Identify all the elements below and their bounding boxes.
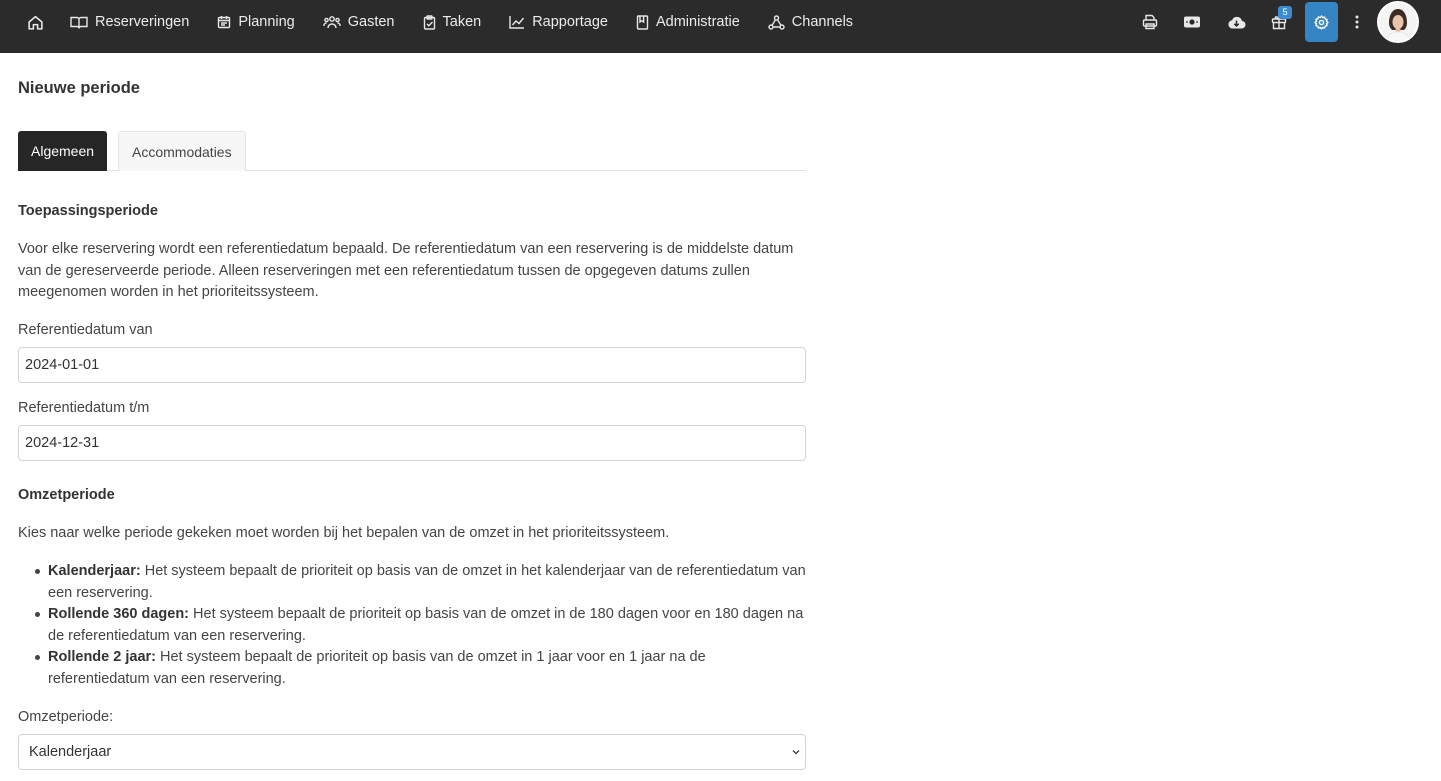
section-title-omzetperiode: Omzetperiode xyxy=(18,487,115,503)
omzetperiode-selected-value: Kalenderjaar xyxy=(29,744,112,760)
nav-gasten[interactable] xyxy=(323,0,395,44)
main-menu xyxy=(70,0,881,44)
cloud-icon[interactable] xyxy=(1226,12,1246,32)
section-title-toepassingsperiode: Toepassingsperiode xyxy=(18,203,158,219)
omzetperiode-options-list xyxy=(48,561,806,690)
nav-reserveringen[interactable] xyxy=(70,0,189,44)
book-open-icon xyxy=(70,15,88,30)
kebab-menu-icon[interactable] xyxy=(1347,12,1367,32)
ledger-icon xyxy=(636,15,649,30)
calendar-icon xyxy=(217,15,231,29)
nav-administratie[interactable] xyxy=(636,0,740,44)
tab-algemeen[interactable]: Algemeen xyxy=(18,131,107,171)
option-text: Het systeem bepaalt de prioriteit op basis van de omzet in de 180 dagen voor en 180 dagen na de referentiedatum van een reservering. xyxy=(48,606,804,644)
nav-channels-label: Channels xyxy=(791,14,854,30)
omzetperiode-select[interactable] xyxy=(18,734,806,770)
referentiedatum-tm-label: Referentiedatum t/m xyxy=(18,400,150,416)
nav-channels[interactable] xyxy=(768,0,853,44)
top-navigation-bar xyxy=(0,0,1441,53)
omzetperiode-select-label: Omzetperiode: xyxy=(18,709,114,725)
notification-badge: 5 xyxy=(1278,6,1292,19)
home-icon[interactable] xyxy=(25,12,45,32)
nav-gasten-label: Gasten xyxy=(347,14,395,30)
chart-line-icon xyxy=(509,15,525,29)
list-item xyxy=(48,604,806,647)
avatar[interactable] xyxy=(1377,1,1419,43)
gift-icon[interactable] xyxy=(1269,7,1289,32)
users-icon xyxy=(323,15,341,29)
cash-icon[interactable] xyxy=(1182,12,1202,32)
nav-administratie-label: Administratie xyxy=(655,14,740,30)
referentiedatum-van-label: Referentiedatum van xyxy=(18,322,153,338)
option-term: Rollende 2 jaar: xyxy=(48,649,156,665)
nav-taken[interactable] xyxy=(423,0,482,44)
page-title: Nieuwe periode xyxy=(18,79,140,97)
nav-planning[interactable] xyxy=(217,0,294,44)
referentiedatum-van-input[interactable] xyxy=(18,347,806,383)
option-text: Het systeem bepaalt de prioriteit op basis van de omzet in 1 jaar voor en 1 jaar na de referentiedatum van een reservering. xyxy=(48,649,706,687)
toepassingsperiode-description: Voor elke reservering wordt een referentiedatum bepaald. De referentiedatum van een reservering is de middelste datum van de gereserveerde periode. Alleen reserveringen met een referentiedatum tussen de opgegeven datums zullen meegenomen worden in het prioriteitssysteem. xyxy=(18,241,794,300)
network-icon xyxy=(768,15,785,30)
option-text: Het systeem bepaalt de prioriteit op basis van de omzet in het kalenderjaar van de referentiedatum van een reservering. xyxy=(48,563,806,601)
option-term: Rollende 360 dagen: xyxy=(48,606,190,622)
tab-bar xyxy=(18,131,806,171)
nav-planning-label: Planning xyxy=(238,14,295,30)
nav-taken-label: Taken xyxy=(442,14,482,30)
list-item xyxy=(48,647,806,690)
tab-accommodaties[interactable]: Accommodaties xyxy=(118,131,246,171)
omzetperiode-description: Kies naar welke periode gekeken moet worden bij het bepalen van de omzet in het prioriteitssysteem. xyxy=(18,525,670,541)
printer-icon[interactable] xyxy=(1140,12,1160,32)
nav-rapportage-label: Rapportage xyxy=(532,14,608,30)
chevron-down-icon xyxy=(791,747,801,757)
gear-icon xyxy=(1314,15,1329,30)
settings-button[interactable] xyxy=(1305,2,1338,42)
referentiedatum-tm-input[interactable] xyxy=(18,425,806,461)
list-item xyxy=(48,561,806,604)
nav-rapportage[interactable] xyxy=(509,0,608,44)
clipboard-check-icon xyxy=(423,15,436,30)
nav-reserveringen-label: Reserveringen xyxy=(95,14,190,30)
option-term: Kalenderjaar: xyxy=(48,563,141,579)
